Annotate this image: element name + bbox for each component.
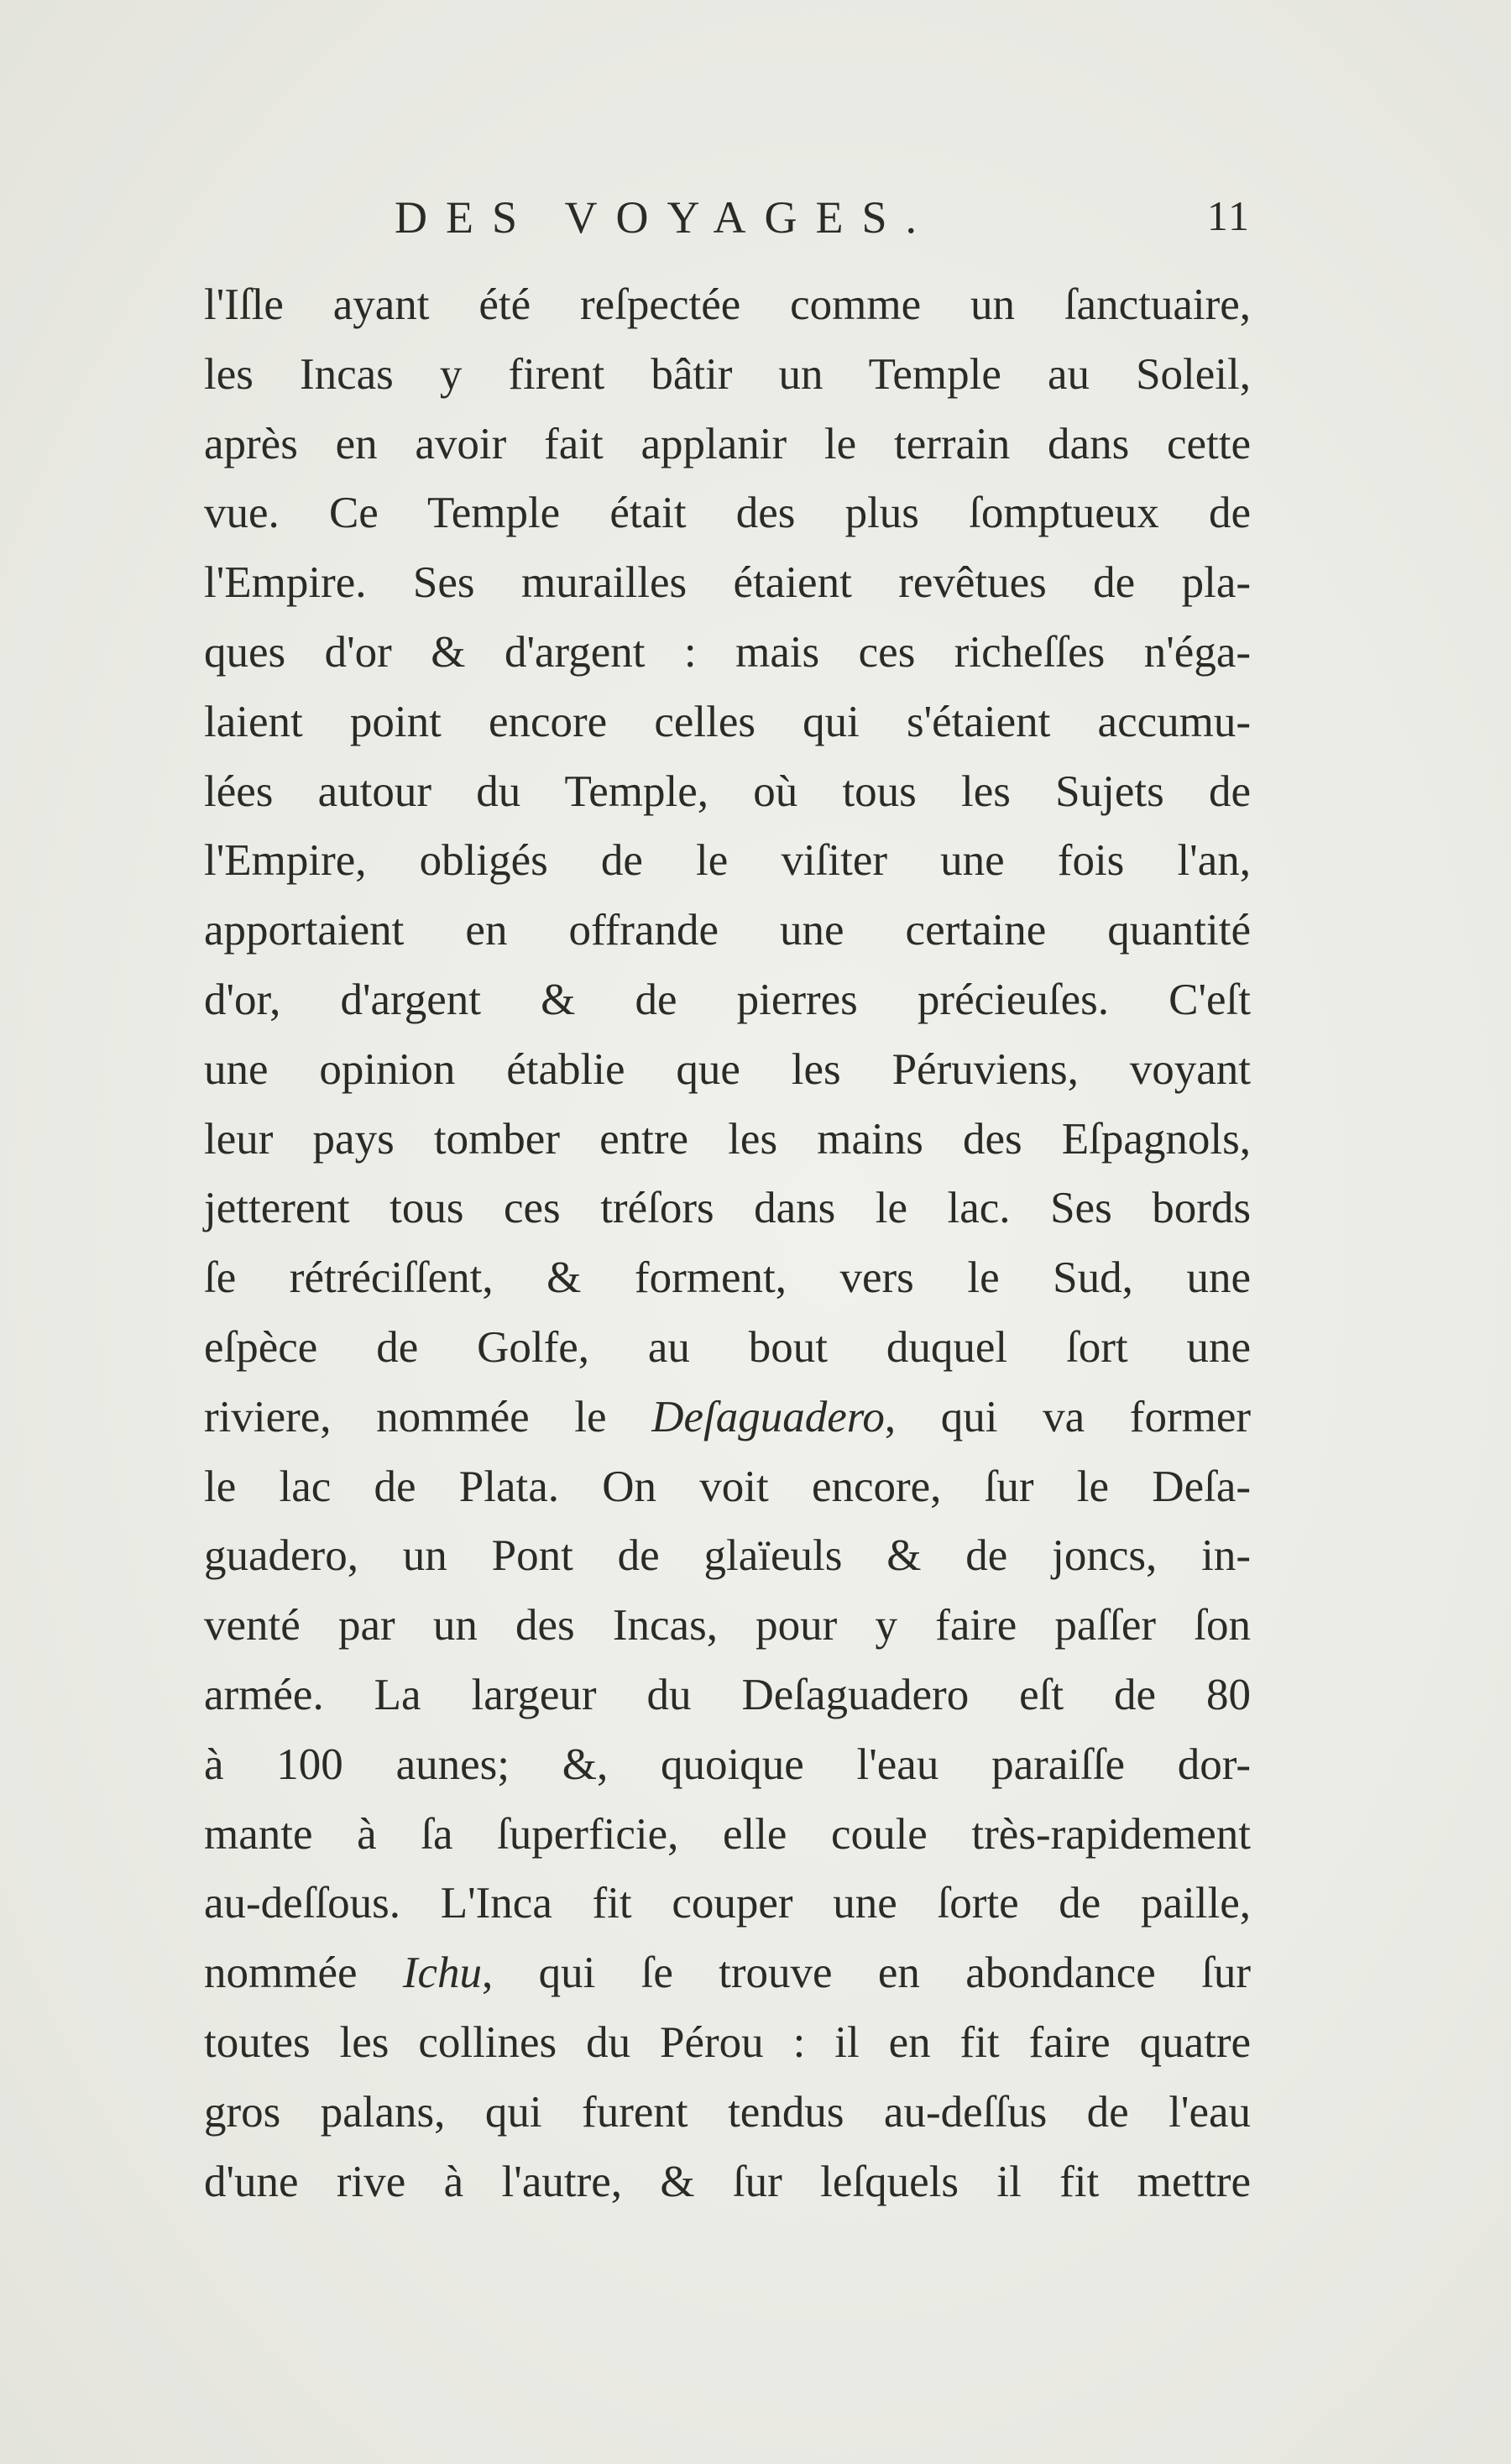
text-line: une opinion établie que les Péruviens, voyant xyxy=(204,1044,1251,1094)
text-line: vue. Ce Temple était des plus ſomptueux de xyxy=(204,489,1251,538)
text-line: eſpèce de Golfe, au bout duquel ſort une xyxy=(204,1322,1251,1372)
text-segment: nommée xyxy=(204,1949,358,1998)
page-header xyxy=(395,191,1251,250)
text-line: leur pays tomber entre les mains des Eſpagnols, xyxy=(204,1114,1251,1164)
page-number: 11 xyxy=(1206,192,1251,239)
text-line: armée. La largeur du Deſaguadero eſt de 80 xyxy=(204,1670,1251,1719)
text-segment: , qui va former xyxy=(884,1392,1252,1441)
text-line: après en avoir fait applanir le terrain dans cette xyxy=(204,419,1251,468)
text-line: les Incas y firent bâtir un Temple au Soleil, xyxy=(204,349,1251,399)
text-line: à 100 aunes; &, quoique l'eau paraiſſe dor- xyxy=(204,1739,1251,1789)
text-line: au-deſſous. L'Inca fit couper une ſorte de paille, xyxy=(204,1879,1251,1928)
text-line: l'Iſle ayant été reſpectée comme un ſanctuaire, xyxy=(204,280,1251,329)
text-line: ques d'or & d'argent : mais ces richeſſes n'éga- xyxy=(204,627,1251,677)
text-line: laient point encore celles qui s'étaient accumu- xyxy=(204,697,1251,746)
running-title: DES VOYAGES. xyxy=(395,192,936,243)
text-line: le lac de Plata. On voit encore, ſur le Deſa- xyxy=(204,1462,1251,1511)
text-line: toutes les collines du Pérou : il en fit faire quatre xyxy=(204,2017,1251,2067)
text-line: l'Empire, obligés de le viſiter une fois l'an, xyxy=(204,836,1251,886)
italic-term: Ichu xyxy=(402,1949,482,1998)
text-line-with-italic xyxy=(204,1383,1251,1452)
italic-term: Deſaguadero xyxy=(651,1392,885,1441)
text-line: venté par un des Incas, pour y faire paſſer ſon xyxy=(204,1601,1251,1651)
text-line: d'or, d'argent & de pierres précieuſes. C'eſt xyxy=(204,975,1251,1024)
text-line: l'Empire. Ses murailles étaient revêtues de pla- xyxy=(204,558,1251,608)
text-line: mante à ſa ſuperficie, elle coule très-rapidement xyxy=(204,1809,1251,1859)
text-line: apportaient en offrande une certaine quantité xyxy=(204,906,1251,955)
text-line: gros palans, qui furent tendus au-deſſus de l'eau xyxy=(204,2087,1251,2137)
body-text xyxy=(204,270,1251,2216)
text-line: ſe rétréciſſent, & forment, vers le Sud, une xyxy=(204,1253,1251,1303)
text-line: jetterent tous ces tréſors dans le lac. Ses bords xyxy=(204,1184,1251,1233)
text-segment: , qui ſe trouve en abondance ſur xyxy=(482,1949,1251,1998)
text-line: lées autour du Temple, où tous les Sujets de xyxy=(204,766,1251,816)
text-line: guadero, un Pont de glaïeuls & de joncs, in- xyxy=(204,1531,1251,1581)
text-line: d'une rive à l'autre, & ſur leſquels il fit mettre xyxy=(204,2157,1251,2206)
text-segment: riviere, nommée le xyxy=(204,1392,607,1441)
text-line-with-italic xyxy=(204,1938,1251,2008)
